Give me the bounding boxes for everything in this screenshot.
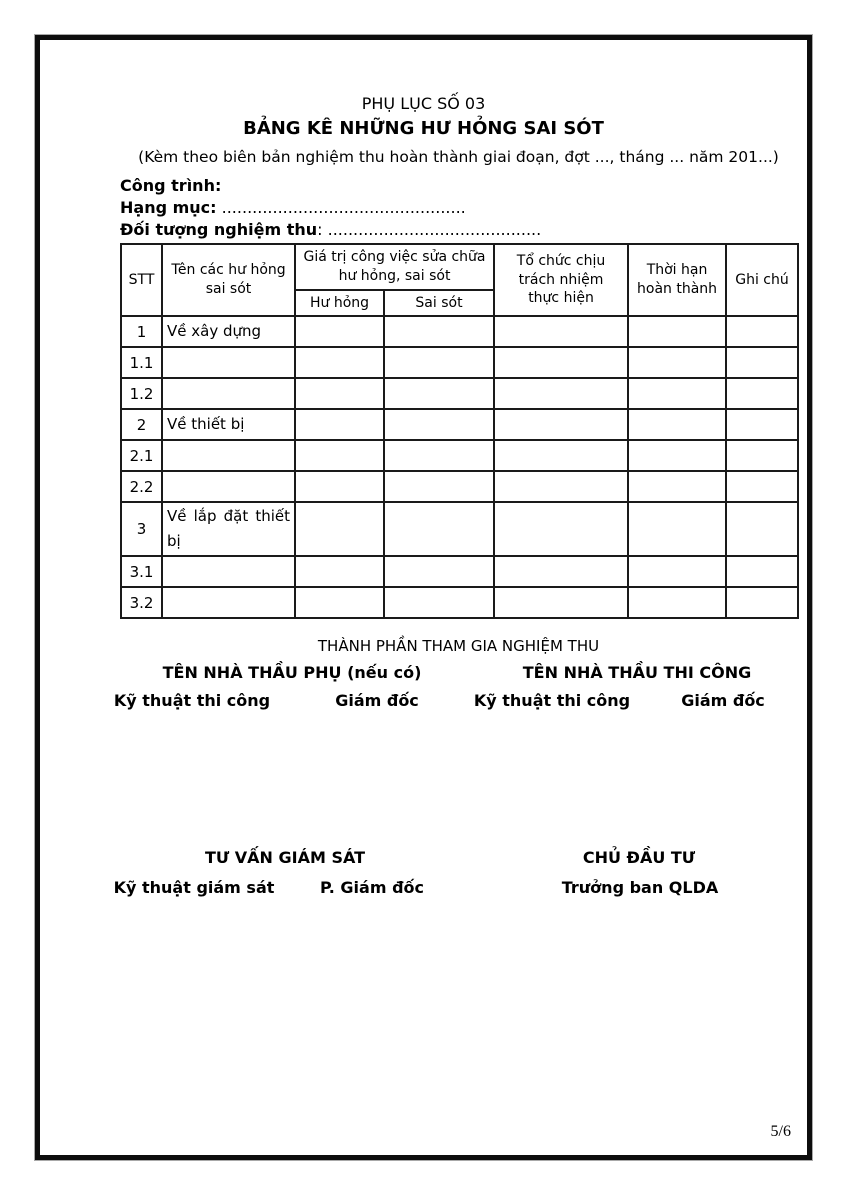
table-row bbox=[121, 502, 798, 556]
cell-note bbox=[726, 556, 798, 587]
document-page bbox=[35, 35, 812, 1160]
cell-error bbox=[384, 587, 494, 618]
cell-damage bbox=[295, 587, 384, 618]
cell-deadline bbox=[628, 440, 726, 471]
cell-error bbox=[384, 471, 494, 502]
field-doi-tuong-nghiem-thu bbox=[120, 219, 797, 241]
table-row bbox=[121, 440, 798, 471]
role-label: Giám đốc bbox=[335, 691, 419, 710]
cell-error bbox=[384, 316, 494, 347]
cell-stt: 3.1 bbox=[121, 556, 162, 587]
cell-name bbox=[162, 440, 295, 471]
role-label: Giám đốc bbox=[681, 691, 765, 710]
cell-stt: 2.1 bbox=[121, 440, 162, 471]
cell-error bbox=[384, 502, 494, 556]
cell-stt: 1.1 bbox=[121, 347, 162, 378]
cell-organization bbox=[494, 556, 628, 587]
cell-deadline bbox=[628, 471, 726, 502]
role-label: P. Giám đốc bbox=[319, 878, 425, 897]
col-header-damage: Hư hỏng bbox=[295, 290, 384, 316]
col-header-error: Sai sót bbox=[384, 290, 494, 316]
cell-note bbox=[726, 316, 798, 347]
cell-damage bbox=[295, 378, 384, 409]
cell-name: Về thiết bị bbox=[162, 409, 295, 440]
table-row bbox=[121, 347, 798, 378]
cell-deadline bbox=[628, 316, 726, 347]
cell-organization bbox=[494, 409, 628, 440]
cell-stt: 3 bbox=[121, 502, 162, 556]
cell-organization bbox=[494, 378, 628, 409]
cell-error bbox=[384, 409, 494, 440]
cell-note bbox=[726, 471, 798, 502]
document-subtitle: (Kèm theo biên bản nghiệm thu hoàn thành giai đoạn, đợt ..., tháng ... năm 201...) bbox=[138, 148, 779, 166]
cell-deadline bbox=[628, 409, 726, 440]
cell-deadline bbox=[628, 378, 726, 409]
cell-deadline bbox=[628, 502, 726, 556]
cell-name bbox=[162, 556, 295, 587]
cell-damage bbox=[295, 556, 384, 587]
contractor-roles-row bbox=[113, 691, 797, 715]
subcontractor-title: TÊN NHÀ THẦU PHỤ (nếu có) bbox=[162, 663, 422, 682]
col-header-stt: STT bbox=[121, 244, 162, 316]
field-cong-trinh bbox=[120, 175, 797, 197]
cell-stt: 1.2 bbox=[121, 378, 162, 409]
col-header-note: Ghi chú bbox=[726, 244, 798, 316]
role-label: Kỹ thuật giám sát bbox=[113, 878, 275, 897]
cell-name bbox=[162, 347, 295, 378]
cell-name: Về xây dựng bbox=[162, 316, 295, 347]
contractor-titles-row bbox=[120, 663, 797, 687]
cell-organization bbox=[494, 587, 628, 618]
field-hang-muc bbox=[120, 197, 797, 219]
cell-organization bbox=[494, 347, 628, 378]
cell-stt: 1 bbox=[121, 316, 162, 347]
supervisor-roles-row bbox=[113, 878, 797, 902]
main-contractor-title: TÊN NHÀ THẦU THI CÔNG bbox=[522, 663, 752, 682]
role-label: Trưởng ban QLDA bbox=[561, 878, 719, 897]
table-row bbox=[121, 378, 798, 409]
document-content bbox=[40, 40, 807, 1155]
table-row bbox=[121, 471, 798, 502]
col-header-deadline: Thời hạn hoàn thành bbox=[628, 244, 726, 316]
cell-note bbox=[726, 409, 798, 440]
table-row bbox=[121, 587, 798, 618]
damage-table-body bbox=[121, 316, 798, 618]
field-label: Công trình: bbox=[120, 176, 222, 195]
cell-organization bbox=[494, 440, 628, 471]
cell-name bbox=[162, 471, 295, 502]
cell-stt: 2 bbox=[121, 409, 162, 440]
cell-error bbox=[384, 440, 494, 471]
supervisor-titles-row bbox=[120, 848, 797, 872]
damage-table bbox=[120, 243, 799, 619]
role-label: Kỹ thuật thi công bbox=[473, 691, 631, 710]
page-number: 5/6 bbox=[770, 1123, 791, 1140]
field-label: Hạng mục: bbox=[120, 198, 217, 217]
cell-damage bbox=[295, 502, 384, 556]
field-dotted-line: : .......................................... bbox=[317, 220, 542, 239]
cell-organization bbox=[494, 502, 628, 556]
cell-organization bbox=[494, 316, 628, 347]
page-title: BẢNG KÊ NHỮNG HƯ HỎNG SAI SÓT bbox=[243, 118, 604, 139]
cell-error bbox=[384, 556, 494, 587]
cell-damage bbox=[295, 440, 384, 471]
cell-organization bbox=[494, 471, 628, 502]
cell-damage bbox=[295, 347, 384, 378]
col-header-organization: Tổ chức chịu trách nhiệm thực hiện bbox=[494, 244, 628, 316]
col-header-repair-value-group: Giá trị công việc sửa chữa hư hỏng, sai sót bbox=[295, 244, 494, 290]
cell-stt: 3.2 bbox=[121, 587, 162, 618]
participants-heading: THÀNH PHẦN THAM GIA NGHIỆM THU bbox=[317, 637, 600, 655]
cell-note bbox=[726, 378, 798, 409]
table-row bbox=[121, 316, 798, 347]
cell-deadline bbox=[628, 347, 726, 378]
cell-error bbox=[384, 378, 494, 409]
cell-name bbox=[162, 587, 295, 618]
header-fields bbox=[120, 175, 797, 241]
col-header-name: Tên các hư hỏng sai sót bbox=[162, 244, 295, 316]
cell-note bbox=[726, 440, 798, 471]
cell-note bbox=[726, 502, 798, 556]
table-row bbox=[121, 556, 798, 587]
role-label: Kỹ thuật thi công bbox=[113, 691, 271, 710]
appendix-label: PHỤ LỤC SỐ 03 bbox=[361, 94, 486, 113]
field-label: Đối tượng nghiệm thu bbox=[120, 220, 318, 239]
field-dotted-line: ................................................ bbox=[216, 198, 466, 217]
cell-note bbox=[726, 347, 798, 378]
cell-damage bbox=[295, 409, 384, 440]
supervision-consultant-title: TƯ VẤN GIÁM SÁT bbox=[204, 848, 366, 867]
investor-title: CHỦ ĐẦU TƯ bbox=[582, 848, 696, 867]
cell-damage bbox=[295, 471, 384, 502]
cell-deadline bbox=[628, 587, 726, 618]
cell-name: Về lắp đặt thiết bị bbox=[162, 502, 295, 556]
cell-error bbox=[384, 347, 494, 378]
cell-note bbox=[726, 587, 798, 618]
table-row bbox=[121, 409, 798, 440]
cell-damage bbox=[295, 316, 384, 347]
cell-stt: 2.2 bbox=[121, 471, 162, 502]
cell-name bbox=[162, 378, 295, 409]
cell-deadline bbox=[628, 556, 726, 587]
